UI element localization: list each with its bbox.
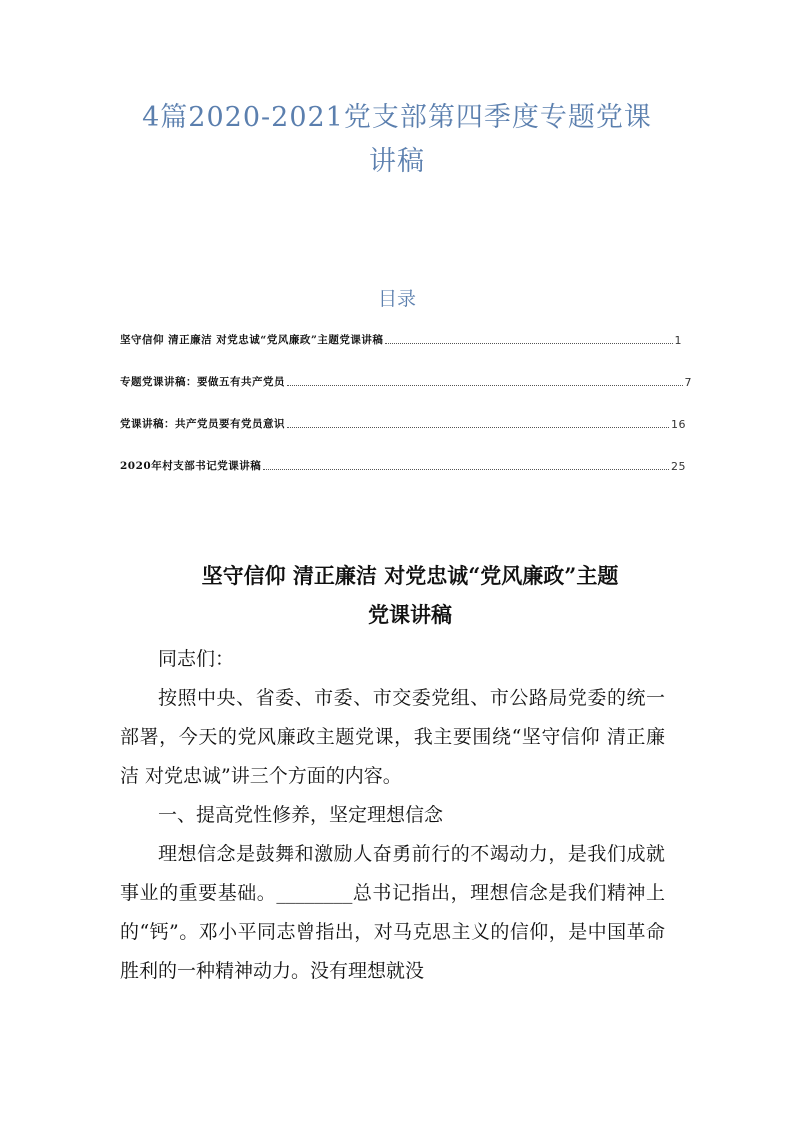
toc-entry[interactable] [120, 415, 686, 431]
paragraph-2 [120, 835, 665, 991]
toc-entry-title: 专题党课讲稿：要做五有共产党员 [120, 376, 285, 388]
toc-leader [263, 469, 669, 470]
toc-entry-page: 16 [671, 418, 686, 431]
paragraph-2-text-after: 总书记指出，理想信念是我们精神上的“钙”。邓小平同志曾指出，对马克思主义的信仰，是中国革命胜利的一种精神动力。没有理想就没 [120, 882, 665, 982]
toc-entry-page: 7 [684, 376, 692, 389]
toc-entry-title: 党课讲稿：共产党员要有党员意识 [120, 418, 285, 430]
name-blank: ________ [276, 882, 353, 904]
toc-entry[interactable] [120, 457, 686, 473]
subheading-1: 一、提高党性修养，坚定理想信念 [158, 804, 444, 826]
toc-entry-title: 2020年村支部书记党课讲稿 [120, 460, 262, 472]
toc-entry-page: 25 [671, 460, 686, 473]
toc-entry[interactable] [120, 331, 682, 347]
body-text [120, 640, 665, 991]
paragraph-1: 按照中央、省委、市委、市交委党组、市公路局党委的统一部署，今天的党风廉政主题党课，我主要围绕“坚守信仰 清正廉洁 对党忠诚”讲三个方面的内容。 [120, 687, 665, 787]
toc-entry-page: 1 [674, 334, 682, 347]
document-title-line-2: 讲稿 [369, 146, 425, 177]
toc-leader [287, 385, 683, 386]
toc-heading: 目录 [377, 288, 416, 310]
document-title [110, 96, 684, 184]
toc-entry[interactable] [120, 373, 692, 389]
toc-leader [385, 343, 672, 344]
toc-entry-title: 坚守信仰 清正廉洁 对党忠诚“党风廉政”主题党课讲稿 [120, 334, 384, 346]
toc-leader [287, 427, 669, 428]
section-heading [140, 556, 680, 634]
section-heading-line-2: 党课讲稿 [368, 602, 452, 627]
paragraph-2-text-before: 理想信念是鼓舞和激励人奋勇前行的不竭动力，是我们成就事业的重要基础。 [120, 843, 665, 904]
salutation: 同志们： [158, 648, 235, 670]
section-heading-line-1: 坚守信仰 清正廉洁 对党忠诚“党风廉政”主题 [201, 563, 619, 588]
document-title-line-1: 4篇2020-2021党支部第四季度专题党课 [142, 102, 652, 133]
